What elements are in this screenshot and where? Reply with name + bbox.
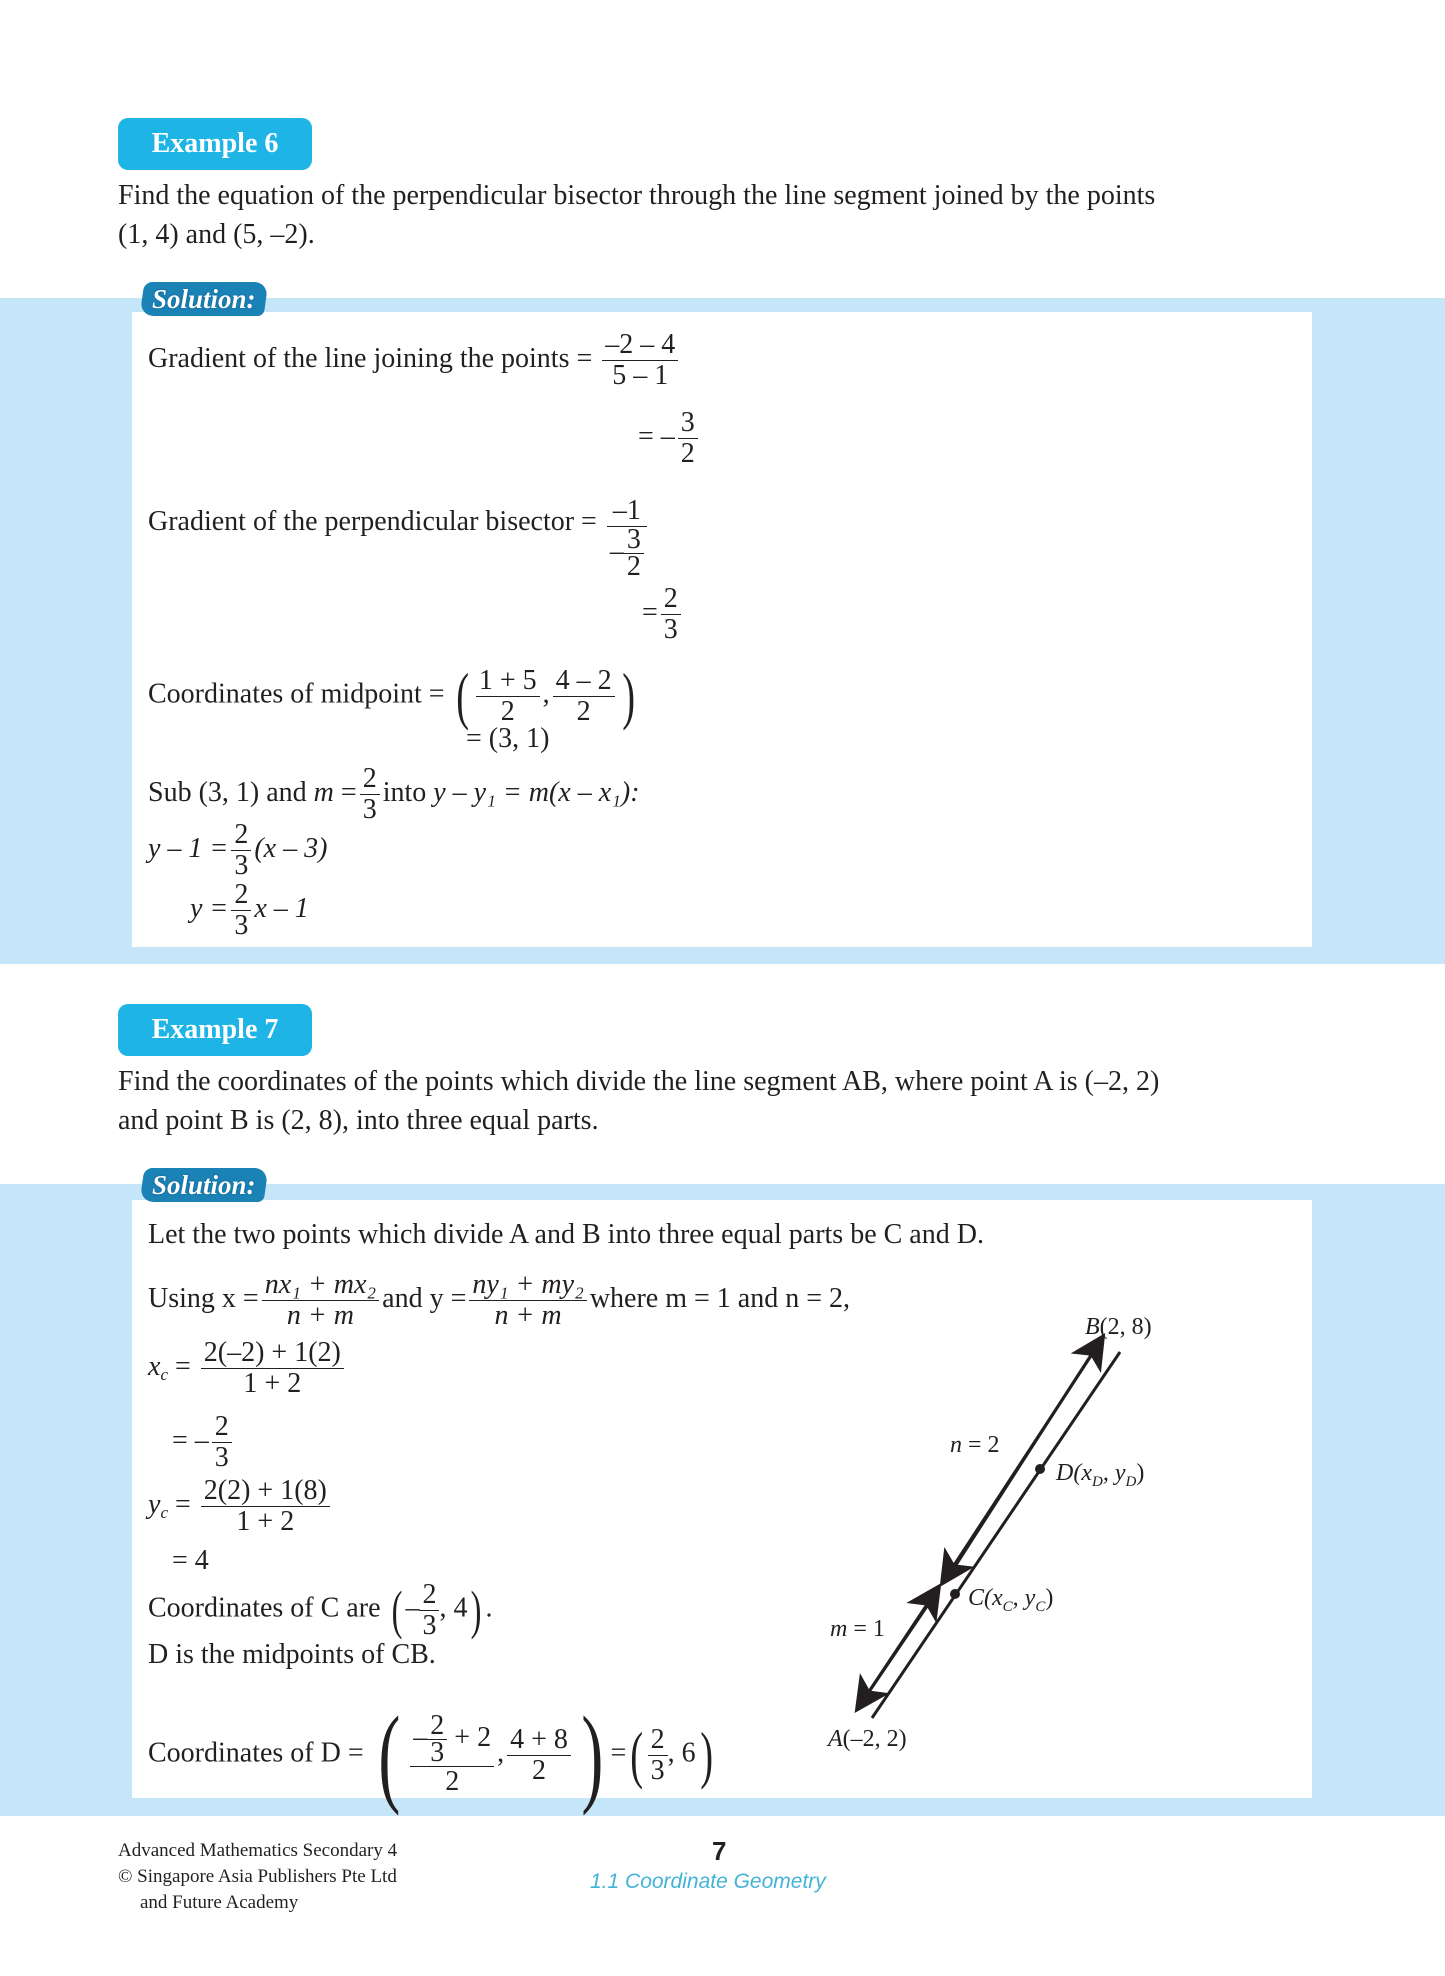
complex-fraction: –1 – $\frac{3}{2}$ bbox=[607, 496, 647, 580]
coordinates-c-step: Coordinates of C are ( – $\frac{2}{3}$ , 4) . bbox=[148, 1578, 493, 1641]
footer-credits bbox=[118, 1838, 397, 1916]
question-line: and point B is (2, 8), into three equal parts. bbox=[118, 1105, 599, 1136]
question-line: Find the coordinates of the points which divide the line segment AB, where point A is (–2, 2) bbox=[118, 1066, 1160, 1097]
example-6-question bbox=[118, 176, 1338, 254]
d-midpoint-step: D is the midpoints of CB. bbox=[148, 1639, 436, 1670]
label-c: $C(x_C$, $y_C$) bbox=[968, 1585, 1054, 1615]
label-n: n = 2 bbox=[950, 1432, 1000, 1458]
equation-step-1: y – 1 = $\frac{2}{3}$ (x – 3) bbox=[148, 819, 328, 881]
yc-result: = 4 bbox=[172, 1545, 209, 1576]
arrow-m-down bbox=[858, 1590, 938, 1708]
example-7-badge: Example 7 bbox=[118, 1004, 312, 1056]
section-title: 1.1 Coordinate Geometry bbox=[590, 1870, 826, 1893]
equation-step-2: y = $\frac{2}{3}$ x – 1 bbox=[190, 879, 309, 941]
solution-label: Solution: bbox=[140, 282, 268, 316]
step-label: Gradient of the line joining the points = bbox=[148, 342, 593, 374]
xc-result: = – $\frac{2}{3}$ bbox=[172, 1412, 235, 1473]
midpoint-step: Coordinates of midpoint = ( $\frac{1 + 5}{2}$ , $\frac{4 - 2}{2}$ ) bbox=[148, 660, 635, 731]
fraction: $\frac{2}{3}$ bbox=[661, 584, 681, 645]
xc-step: $x_c$ = $\frac{2(-2) + 1(2)}{1 + 2}$ bbox=[148, 1338, 347, 1399]
line-segment-diagram bbox=[800, 1300, 1220, 1760]
coordinates-d-step: Coordinates of D = ( – $\frac{2}{3}$ + 2 2 , $\frac{4 + 8}{2}$ ) =( $\frac{2}{3}$ , 6) bbox=[148, 1694, 713, 1816]
intro-step: Let the two points which divide A and B into three equal parts be C and D. bbox=[148, 1219, 984, 1250]
label-m: m = 1 bbox=[830, 1616, 885, 1642]
point-c bbox=[950, 1589, 960, 1599]
gradient-perp-result: = $\frac{2}{3}$ bbox=[642, 584, 684, 645]
point-d bbox=[1035, 1464, 1045, 1474]
page-number: 7 bbox=[712, 1836, 727, 1866]
solution-label: Solution: bbox=[140, 1168, 268, 1202]
example-7-question bbox=[118, 1062, 1338, 1140]
gradient-perp-step: Gradient of the perpendicular bisector = –1 – $\frac{3}{2}$ bbox=[148, 496, 650, 580]
label-d: $D(x_D$, $y_D$) bbox=[1056, 1460, 1145, 1490]
label-b: B(2, 8) bbox=[1085, 1314, 1152, 1340]
book-title: Advanced Mathematics Secondary 4 bbox=[118, 1840, 398, 1861]
substitution-step: Sub (3, 1) and m = $\frac{2}{3}$ into y – y₁ = m(x – x₁): bbox=[148, 763, 640, 825]
gradient-line-result: = – $\frac{3}{2}$ bbox=[638, 408, 701, 469]
fraction: $\frac{3}{2}$ bbox=[678, 408, 698, 469]
publisher-line-2: and Future Academy bbox=[140, 1892, 299, 1913]
yc-step: $y_c$ = $\frac{2(2) + 1(8)}{1 + 2}$ bbox=[148, 1476, 333, 1537]
gradient-line-step bbox=[148, 330, 681, 391]
midpoint-result: = (3, 1) bbox=[466, 723, 550, 754]
question-line: (1, 4) and (5, –2). bbox=[118, 219, 315, 250]
section-formula-step: Using x = $\frac{\text{nx₁ + mx₂}}{n + m}$ and y = $\frac{\text{ny₁ + my₂}}{n + m}$ where m = 1 and n = 2, bbox=[148, 1269, 851, 1331]
question-line: Find the equation of the perpendicular bisector through the line segment joined by the points bbox=[118, 180, 1156, 211]
fraction: $\frac{-2 - 4}{5 - 1}$ bbox=[602, 330, 678, 391]
segment-ab bbox=[872, 1352, 1120, 1718]
label-a: A(–2, 2) bbox=[828, 1726, 907, 1752]
example-6-badge: Example 6 bbox=[118, 118, 312, 170]
publisher: © Singapore Asia Publishers Pte Ltd bbox=[118, 1866, 397, 1887]
